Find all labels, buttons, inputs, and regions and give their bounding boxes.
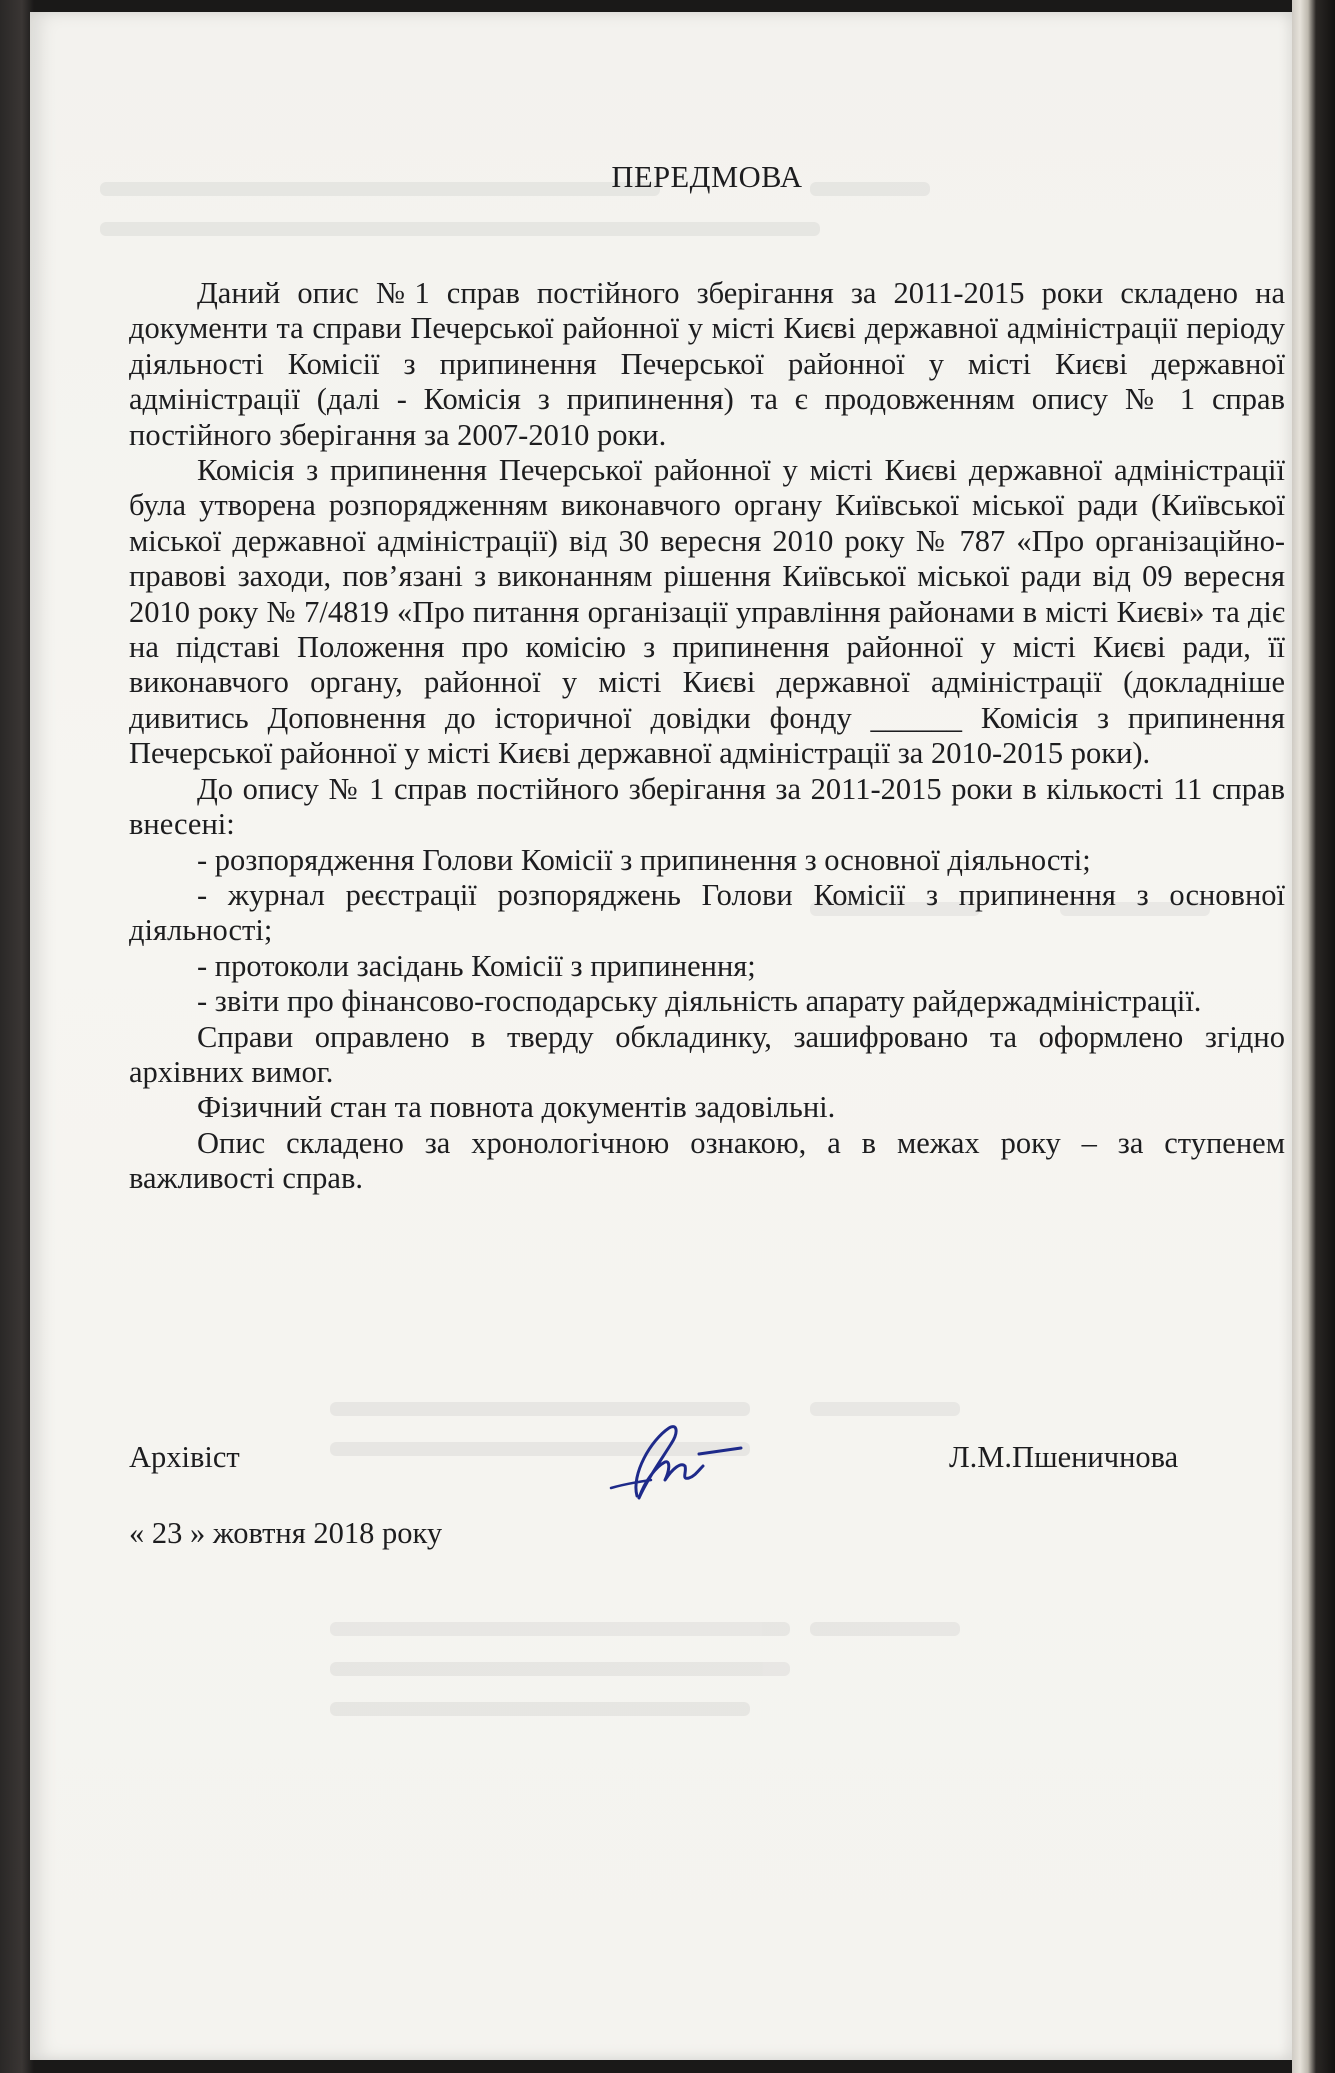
handwritten-signature [591, 1414, 747, 1510]
signature-block [129, 1440, 1285, 1480]
paragraph-binding: Справи оправлено в тверду обкладинку, зашифровано та оформлено згідно архівних вимог. [129, 1019, 1285, 1089]
document-date: « 23 » жовтня 2018 року [129, 1516, 443, 1550]
list-item: - звіти про фінансово-господарську діяльність апарату райдержадміністрації. [197, 984, 1202, 1019]
page-edge [1292, 0, 1335, 2073]
list-item: - журнал реєстрації розпоряджень Голови Комісії з припинення з основної діяльності; [129, 877, 1285, 948]
paragraph-commission: Комісія з припинення Печерської районної у місті Києві державної адміністрації була утворена розпорядженням виконавчого органу Київської міської ради (Київської міської державної адміністрації) від 30 вересня 2010 року № 787 «Про організаційно-правові заходи, пов’язані з виконанням рішення Київської міської ради від 09 вересня 2010 року № 7/4819 «Про питання організації управління районами в місті Києві» та діє на підставі Положення про комісію з припинення районної у місті Києві ради, її виконавчого органу, районної у місті Києві державної адміністрації (докладніше дивитись Доповнення до історичної довідки фонду ______ Комісія з припинення Печерської районної у місті Києві державної адміністрації за 2010-2015 роки). [129, 453, 1285, 771]
signatory-role: Архівіст [129, 1440, 240, 1474]
signatory-name: Л.М.Пшеничнова [949, 1440, 1179, 1474]
paragraph-intro: Даний опис №1 справ постійного зберігання за 2011-2015 роки складено на документи та справи Печерської районної у місті Києві державної адміністрації періоду діяльності Комісії з припинення Печерської районної у місті Києві державної адміністрації (далі - Комісія з припинення) та є продовженням опису № 1 справ постійного зберігання за 2007-2010 роки. [129, 276, 1285, 452]
list-item: - протоколи засідань Комісії з припинення; [197, 948, 756, 983]
document-page [30, 12, 1292, 2060]
paragraph-condition: Фізичний стан та повнота документів задовільні. [197, 1090, 836, 1125]
paragraph-contents: До опису № 1 справ постійного зберігання за 2011-2015 роки в кількості 11 справ внесені: [129, 771, 1285, 842]
document-body [129, 276, 1285, 1197]
list-item: - розпорядження Голови Комісії з припинення з основної діяльності; [197, 842, 1091, 877]
document-title: ПЕРЕДМОВА [611, 160, 803, 194]
paragraph-order: Опис складено за хронологічною ознакою, а в межах року – за ступенем важливості справ. [129, 1125, 1285, 1196]
